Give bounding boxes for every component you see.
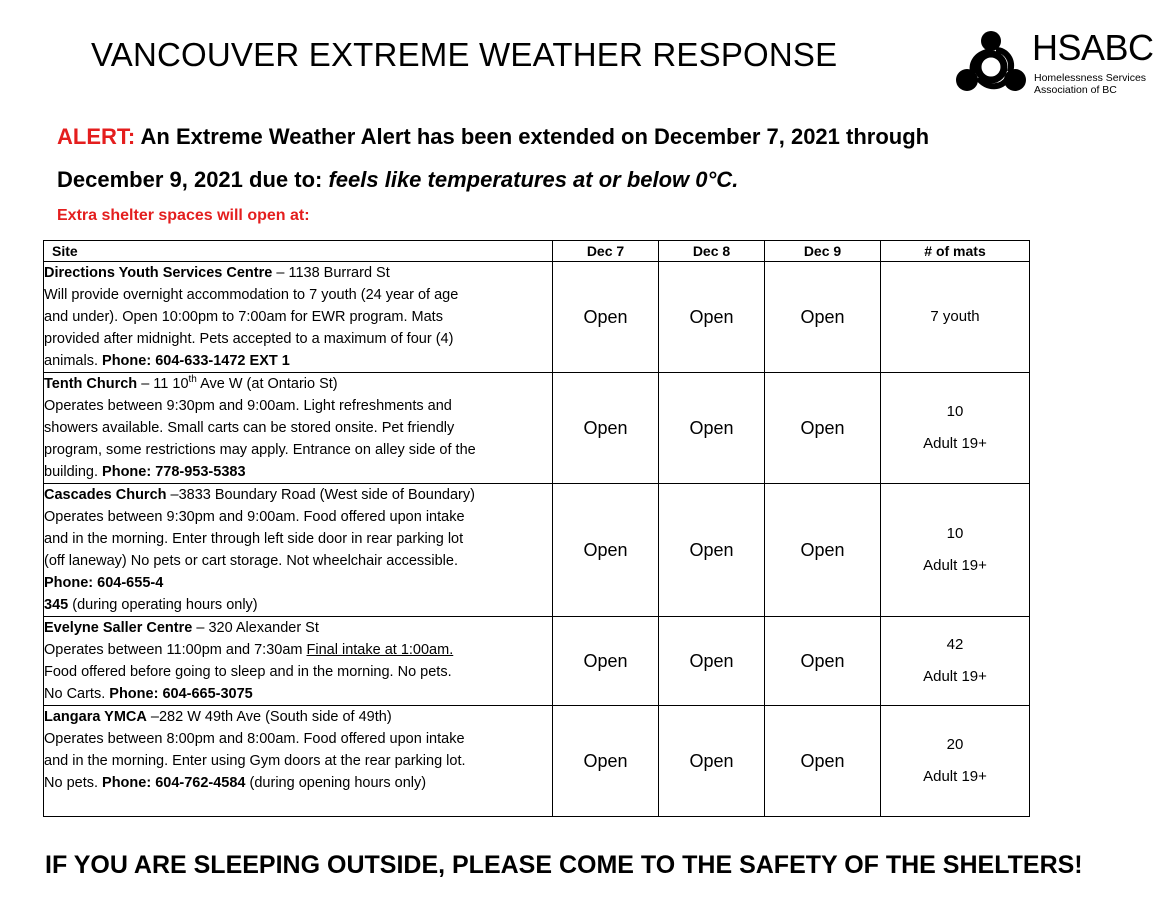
table-row [44, 262, 1030, 373]
separator: – [146, 709, 159, 725]
status-dec8: Open [659, 262, 765, 373]
site-desc: Operates between 9:30pm and 9:00am. Food offered upon intake [44, 509, 465, 525]
site-desc: building. [44, 464, 99, 480]
mats-cell [881, 373, 1030, 484]
header-mats: # of mats [881, 241, 1030, 262]
status-dec9: Open [765, 484, 881, 617]
logo-subtitle [1034, 72, 1146, 96]
site-desc: showers available. Small carts can be stored onsite. Pet friendly [44, 420, 455, 436]
site-name: Evelyne Saller Centre [44, 620, 193, 636]
mats-count: 10 [946, 403, 964, 420]
status-dec7: Open [553, 373, 659, 484]
mats-count: 10 [946, 525, 964, 542]
status-dec7: Open [553, 706, 659, 817]
site-desc: (off laneway) No pets or cart storage. Not wheelchair accessible. [44, 553, 458, 569]
site-address: 282 W 49th Ave (South side of 49th) [158, 709, 392, 725]
address-sup: th [188, 374, 197, 386]
site-address: 1138 Burrard St [288, 265, 390, 281]
table-row [44, 706, 1030, 817]
site-desc: Food offered before going to sleep and in the morning. No pets. [44, 664, 452, 680]
status-dec9: Open [765, 262, 881, 373]
site-cell [44, 484, 553, 617]
site-address: 3833 Boundary Road (West side of Boundary) [178, 487, 475, 503]
address-part: Ave W (at Ontario St) [196, 376, 338, 392]
table-row [44, 373, 1030, 484]
extra-spaces-note: Extra shelter spaces will open at: [57, 207, 310, 224]
status-dec7: Open [553, 484, 659, 617]
site-desc: Operates between 9:30pm and 9:00am. Light refreshments and [44, 398, 452, 414]
site-name: Cascades Church [44, 487, 167, 503]
separator: – [137, 376, 154, 392]
status-dec8: Open [659, 617, 765, 706]
site-desc: provided after midnight. Pets accepted to a maximum of four (4) [44, 331, 454, 347]
site-phone: Phone: 604-665-3075 [109, 686, 253, 702]
mats-count: 20 [946, 736, 964, 753]
mats-value: 7 youth [930, 308, 980, 325]
table-row [44, 617, 1030, 706]
mats-cell [881, 617, 1030, 706]
table-header-row [44, 241, 1030, 262]
status-dec7: Open [553, 617, 659, 706]
mats-cell [881, 484, 1030, 617]
alert-label: ALERT: [57, 124, 136, 149]
alert-line-2 [57, 167, 738, 193]
separator: – [192, 620, 209, 636]
hours-note: (during operating hours only) [72, 597, 258, 613]
site-desc: Will provide overnight accommodation to 7 youth (24 year of age [44, 287, 459, 303]
alert-reason: feels like temperatures at or below 0°C. [328, 167, 739, 192]
site-desc: animals. [44, 353, 98, 369]
footer-message: IF YOU ARE SLEEPING OUTSIDE, PLEASE COME TO THE SAFETY OF THE SHELTERS! [45, 851, 1083, 879]
shelter-table [43, 240, 1030, 817]
mats-note: Adult 19+ [923, 557, 987, 574]
mats-note: Adult 19+ [923, 768, 987, 785]
status-dec9: Open [765, 617, 881, 706]
site-phone: Phone: 778-953-5383 [102, 464, 246, 480]
alert-line-1 [57, 124, 929, 150]
site-cell [44, 262, 553, 373]
status-dec8: Open [659, 373, 765, 484]
page-title: VANCOUVER EXTREME WEATHER RESPONSE [91, 36, 838, 73]
mats-count: 42 [946, 636, 964, 653]
site-phone: Phone: 604-762-4584 [102, 775, 246, 791]
status-dec9: Open [765, 706, 881, 817]
mats-cell [881, 706, 1030, 817]
address-part: 11 10 [153, 376, 189, 392]
mats-note: Adult 19+ [923, 435, 987, 452]
site-address [153, 376, 337, 392]
separator: – [166, 487, 179, 503]
hsabc-logo-icon [952, 30, 1030, 98]
site-desc: program, some restrictions may apply. Entrance on alley side of the [44, 442, 476, 458]
status-dec8: Open [659, 706, 765, 817]
site-desc: and in the morning. Enter through left side door in rear parking lot [44, 531, 464, 547]
status-dec7: Open [553, 262, 659, 373]
mats-cell [881, 262, 1030, 373]
alert-text: An Extreme Weather Alert has been extended on December 7, 2021 through [140, 124, 930, 149]
separator: – [272, 265, 289, 281]
status-dec8: Open [659, 484, 765, 617]
alert-date-range: December 9, 2021 due to: [57, 167, 323, 192]
site-desc: No Carts. [44, 686, 106, 702]
site-desc: Operates between 11:00pm and 7:30am [44, 642, 303, 658]
site-cell [44, 373, 553, 484]
logo-subtitle-line1: Homelessness Services [1034, 72, 1147, 84]
status-dec9: Open [765, 373, 881, 484]
site-desc: and in the morning. Enter using Gym doors at the rear parking lot. [44, 753, 466, 769]
header-dec9: Dec 9 [765, 241, 881, 262]
site-cell [44, 617, 553, 706]
site-name: Langara YMCA [44, 709, 147, 725]
site-cell [44, 706, 553, 817]
header-dec8: Dec 8 [659, 241, 765, 262]
hours-note: (during opening hours only) [249, 775, 427, 791]
site-phone: Phone: 604-655-4 [44, 575, 164, 591]
site-address: 320 Alexander St [208, 620, 319, 636]
site-name: Tenth Church [44, 376, 138, 392]
site-phone-cont: 345 [44, 597, 69, 613]
logo-name: HSABC [1032, 27, 1154, 68]
header-site: Site [44, 241, 553, 262]
site-desc: No pets. [44, 775, 98, 791]
logo-subtitle-line2: Association of BC [1034, 84, 1117, 96]
table-row [44, 484, 1030, 617]
hsabc-logo [952, 28, 1152, 100]
site-desc: and under). Open 10:00pm to 7:00am for EWR program. Mats [44, 309, 443, 325]
final-intake-note: Final intake at 1:00am. [306, 642, 454, 658]
site-name: Directions Youth Services Centre [44, 265, 273, 281]
mats-note: Adult 19+ [923, 668, 987, 685]
site-desc: Operates between 8:00pm and 8:00am. Food offered upon intake [44, 731, 465, 747]
site-phone: Phone: 604-633-1472 EXT 1 [102, 353, 290, 369]
header-dec7: Dec 7 [553, 241, 659, 262]
